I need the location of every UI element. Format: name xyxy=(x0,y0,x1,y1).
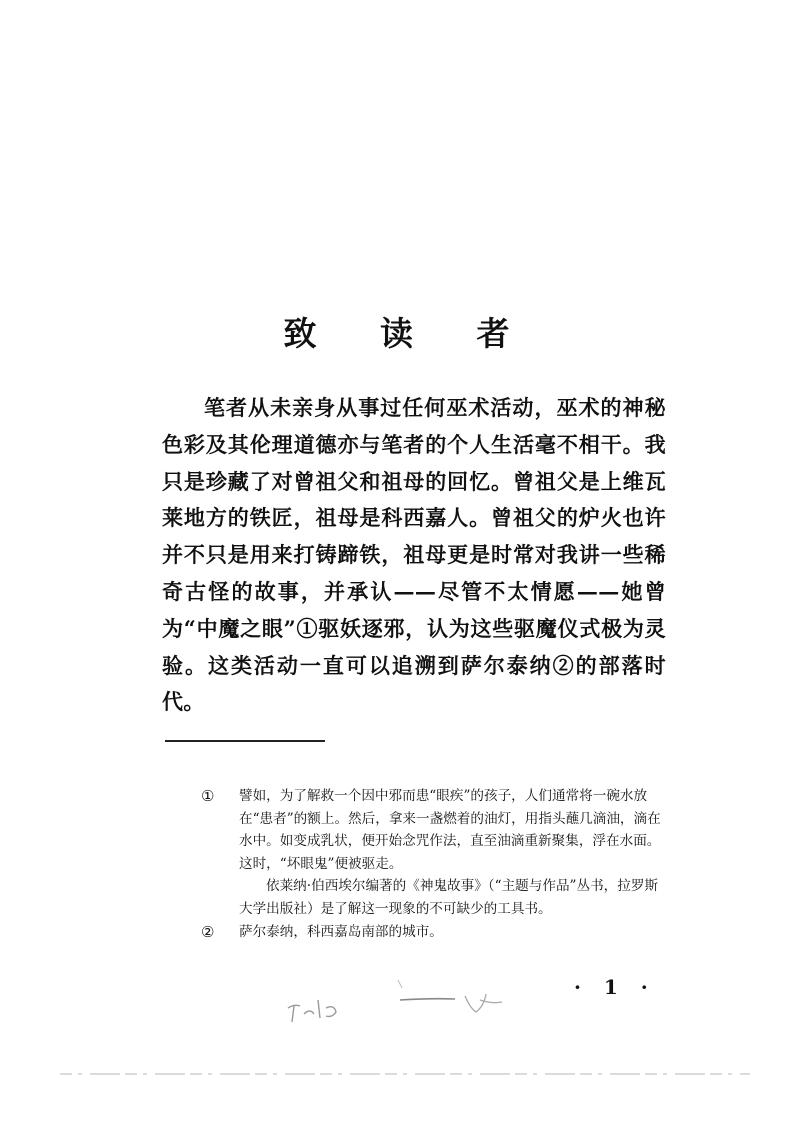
scan-artifact-line xyxy=(60,1072,750,1076)
footnotes xyxy=(201,785,671,943)
footnote-1-mark: ① xyxy=(201,787,215,805)
footnote-1-subtext: 依莱纳·伯西埃尔编著的《神鬼故事》（“主题与作品”丛书，拉罗斯大学出版社）是了解这一现象的不可缺少的工具书。 xyxy=(239,878,659,917)
footnote-1 xyxy=(201,785,671,921)
handwritten-scribble xyxy=(280,978,540,1038)
footnote-1-text: 譬如，为了解救一个因中邪而患“眼疾”的孩子，人们通常将一碗水放在“患者”的额上。然后，拿来一盏燃着的油灯，用指头蘸几滴油，滴在水中。如变成乳状，便开始念咒作法，直至油滴重新聚集，浮在水面。这时，“坏眼鬼”便被驱走。 xyxy=(239,788,661,872)
body-paragraph: 笔者从未亲身从事过任何巫术活动，巫术的神秘色彩及其伦理道德亦与笔者的个人生活毫不相干。我只是珍藏了对曾祖父和祖母的回忆。曾祖父是上维瓦莱地方的铁匠，祖母是科西嘉人。曾祖父的炉火也许并不只是用来打铸蹄铁，祖母更是时常对我讲一些稀奇古怪的故事，并承认——尽管不太情愿——她曾为“中魔之眼”①驱妖逐邪，认为这些驱魔仪式极为灵验。这类活动一直可以追溯到萨尔泰纳②的部落时代。 xyxy=(162,395,666,715)
footnote-2-text: 萨尔泰纳，科西嘉岛南部的城市。 xyxy=(239,923,443,940)
footnote-2 xyxy=(201,921,671,944)
footnote-2-mark: ② xyxy=(201,922,215,941)
page-number: · 1 · xyxy=(574,975,656,999)
footnote-divider xyxy=(165,740,325,742)
page-title: 致 读 者 xyxy=(283,314,536,353)
